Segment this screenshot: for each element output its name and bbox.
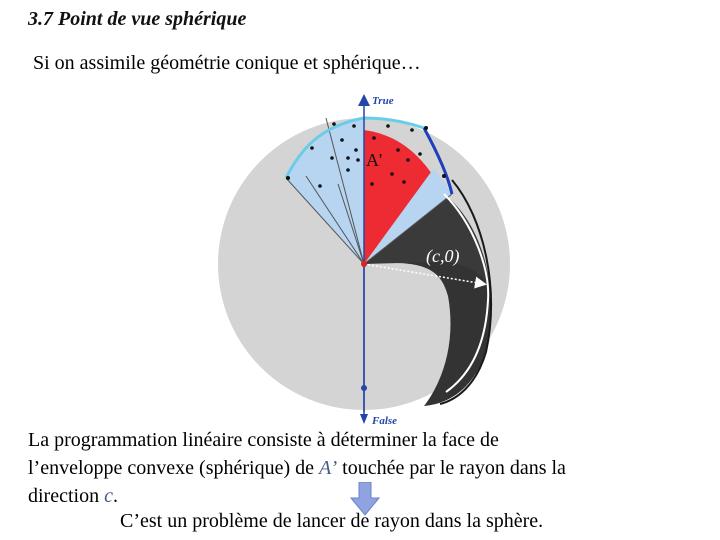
false-point	[361, 385, 367, 391]
data-dot	[418, 152, 422, 156]
bottom-arrow-head	[360, 414, 368, 424]
paragraph-emphasis: A’	[319, 457, 338, 479]
data-dot	[354, 148, 358, 152]
paragraph-text: touchée par le rayon dans la	[337, 457, 566, 479]
data-dot	[346, 156, 350, 160]
conclusion-text: C’est un problème de lancer de rayon dans la sphère.	[120, 510, 544, 532]
paragraph-text: l’enveloppe convexe (sphérique) de	[28, 457, 319, 479]
data-dot	[286, 176, 290, 180]
data-dot	[402, 180, 406, 184]
data-dot	[442, 174, 446, 178]
data-dot	[372, 136, 376, 140]
paragraph-text: direction	[28, 485, 105, 507]
data-dot	[352, 124, 356, 128]
data-dot	[406, 158, 410, 162]
axis-bottom-label: False	[372, 415, 398, 427]
data-dot	[386, 124, 390, 128]
region-label: A'	[366, 150, 383, 170]
data-dot	[332, 122, 336, 126]
data-dot	[340, 138, 344, 142]
paragraph-text: .	[112, 485, 118, 507]
paragraph-line-1: La programmation linéaire consiste à déterminer la face de	[28, 429, 499, 451]
data-dot	[396, 148, 400, 152]
slide-title: 3.7 Point de vue sphérique	[28, 8, 247, 30]
data-dot	[424, 126, 428, 130]
data-dot	[346, 168, 350, 172]
ray-label: (c,0)	[426, 246, 460, 266]
paragraph-line-3	[28, 482, 566, 510]
data-dot	[318, 184, 322, 188]
center-point	[361, 261, 367, 267]
data-dot	[410, 128, 414, 132]
paragraph-line-2	[28, 454, 566, 482]
data-dot	[310, 146, 314, 150]
explanation-paragraph	[28, 426, 566, 510]
data-dot	[370, 182, 374, 186]
data-dot	[356, 158, 360, 162]
paragraph-emphasis: c	[104, 485, 113, 507]
axis-top-label: True	[372, 95, 394, 107]
data-dot	[390, 172, 394, 176]
data-dot	[330, 156, 334, 160]
slide-subtitle: Si on assimile géométrie conique et sphérique…	[33, 52, 421, 74]
